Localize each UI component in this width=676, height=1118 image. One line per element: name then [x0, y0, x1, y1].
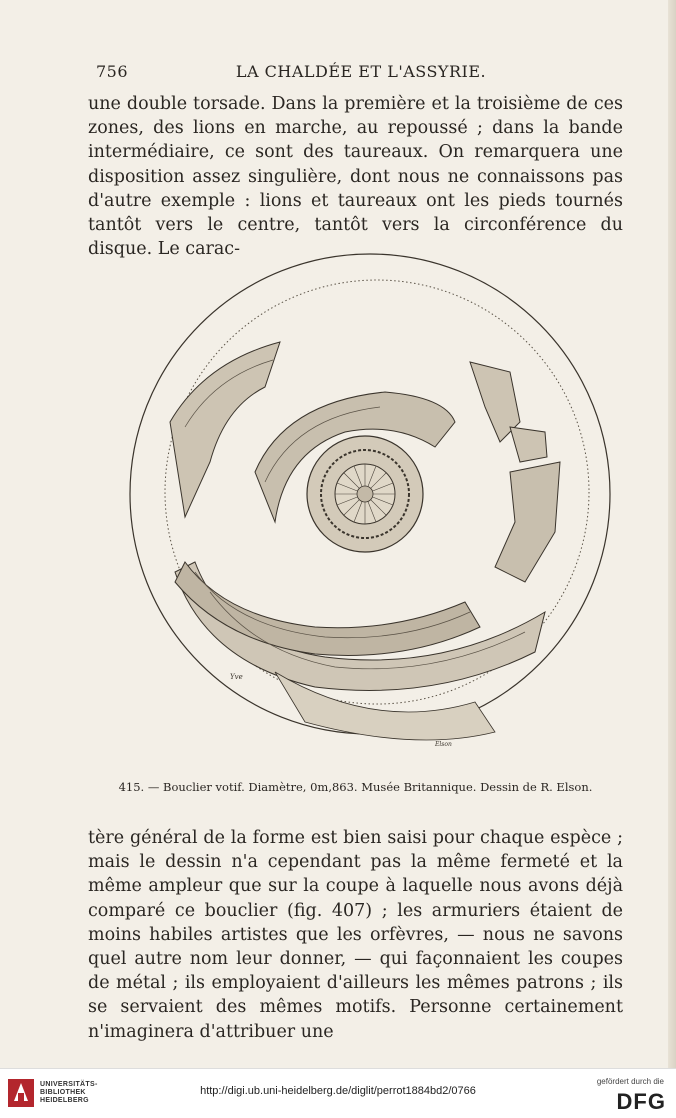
figure-caption: 415. — Bouclier votif. Diamètre, 0m,863. Musée Britannique. Dessin de R. Elson. — [118, 780, 593, 794]
paragraph-bottom: tère général de la forme est bien saisi pour chaque espèce ; mais le dessin n'a cependant pas la même fermeté et la même ampleur que sur la coupe à laquelle nous avons déjà comparé ce bouclier (fig. 407) ; les armuriers étaient de moins habiles artistes que les orfèvres, — nous ne savons quel autre nom leur donner, — qui façonnaient les coupes de métal ; ils employaient d'ailleurs les mêmes patrons ; ils se servaient des mêmes motifs. Personne certainement n'imaginera d'attribuer une — [88, 828, 623, 1042]
body-text-bottom — [88, 826, 623, 1044]
paragraph-top: une double torsade. Dans la première et la troisième de ces zones, des lions en marche, au repoussé ; dans la bande intermédiaire, ce sont des taureaux. On remarquera une disposition assez singulière, dont nous ne connaissons pas d'autre exemple : lions et taureaux ont les pieds tournés tantôt vers le centre, tantôt vers la circonférence du disque. Le carac- — [88, 94, 623, 260]
library-line: HEIDELBERG — [40, 1097, 89, 1104]
page-number: 756 — [96, 62, 129, 81]
digitization-footer — [0, 1068, 676, 1118]
permalink[interactable]: http://digi.ub.uni-heidelberg.de/diglit/perrot1884bd2/0766 — [200, 1085, 476, 1097]
page-header — [96, 62, 626, 84]
artist-signature: Elson — [435, 741, 452, 748]
page-edge — [668, 0, 676, 1068]
dfg-logo: DFG — [616, 1089, 666, 1114]
library-line: BIBLIOTHEK — [40, 1089, 86, 1096]
shield-illustration — [115, 232, 625, 772]
library-line: UNIVERSITÄTS- — [40, 1081, 98, 1088]
engraver-signature: Yve — [230, 673, 243, 681]
running-title: LA CHALDÉE ET L'ASSYRIE. — [235, 62, 487, 81]
funded-by-label: gefördert durch die — [596, 1077, 664, 1086]
shield-figure — [115, 232, 625, 772]
